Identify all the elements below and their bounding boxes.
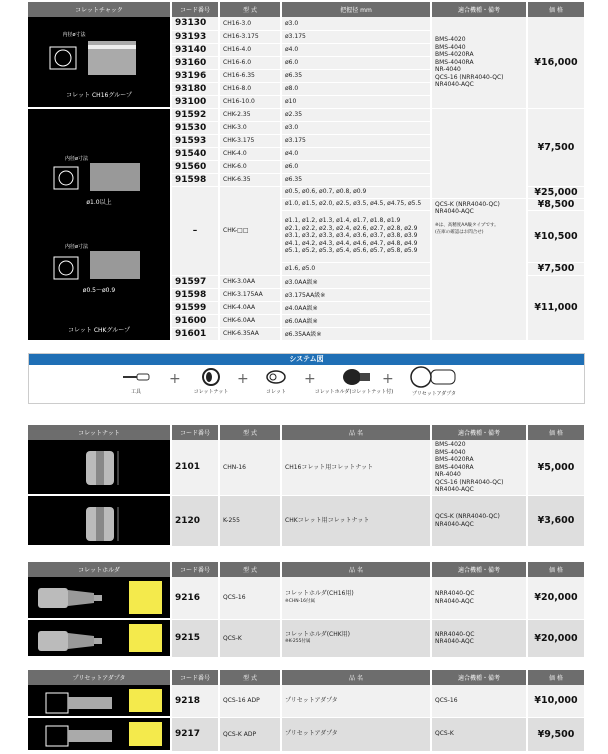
- text-line: BMS-4020RA: [435, 456, 474, 463]
- size-cell: ø6.35: [281, 173, 431, 186]
- price-cell: ¥25,000: [527, 186, 585, 198]
- size-cell: ø3.0: [281, 121, 431, 134]
- collet-nut-drawing: [68, 443, 128, 491]
- price-cell: ¥7,500: [527, 108, 585, 186]
- code-cell: 91560: [171, 160, 219, 173]
- range-label: ø1.0以上: [86, 199, 112, 206]
- text-line: BMS-4040: [435, 448, 466, 456]
- price-cell: ¥10,000: [527, 685, 585, 717]
- plus-sign: +: [382, 371, 394, 387]
- collet-nut-icon: [191, 368, 231, 386]
- col-price: 価 格: [527, 425, 585, 440]
- product-image: [28, 717, 171, 751]
- text-line: QCS-K (NRR4040-QC): [435, 200, 500, 208]
- size-cell: [281, 210, 431, 262]
- price-cell: ¥7,500: [527, 262, 585, 275]
- model-cell: CHK-4.0: [219, 147, 281, 160]
- price-cell: ¥11,000: [527, 275, 585, 340]
- col-price: 価 格: [527, 670, 585, 685]
- system-item-preset-adapter: [399, 366, 469, 397]
- text-line: QCS-K (NRR4040-QC): [435, 513, 500, 520]
- range-label: ø0.5～ø0.9: [82, 287, 116, 294]
- product-note: ※CHN-16付属: [285, 598, 316, 604]
- product-image: [28, 495, 171, 546]
- name-cell: [281, 685, 431, 717]
- code-cell: 93196: [171, 69, 219, 82]
- table-header: [28, 2, 585, 17]
- code-cell: 2101: [171, 440, 219, 495]
- size-cell: ø4.0: [281, 43, 431, 56]
- model-cell: QCS-16: [219, 577, 281, 619]
- model-cell: QCS-16 ADP: [219, 685, 281, 717]
- text-line: NR4040-AQC: [435, 520, 474, 528]
- price-cell: ¥16,000: [527, 17, 585, 108]
- product-image: [28, 619, 171, 657]
- text-line: BMS-4020: [435, 36, 466, 43]
- machines-cell: [431, 17, 527, 108]
- text-line: NR4040-AQC: [435, 81, 474, 88]
- table-header: [28, 670, 585, 685]
- code-cell: 91592: [171, 108, 219, 121]
- dim-label: 内径ø寸法: [62, 32, 86, 38]
- name-cell: [281, 717, 431, 751]
- system-item-collet-nut: [191, 368, 231, 395]
- price-cell: ¥5,000: [527, 440, 585, 495]
- plus-sign: +: [304, 371, 316, 387]
- collet-table: [28, 2, 586, 341]
- label-box: [129, 689, 162, 712]
- product-name: プリセットアダプタ: [285, 697, 338, 704]
- model-cell: CH16-4.0: [219, 43, 281, 56]
- system-item-label: コレットホルダ(コレットナット付): [314, 389, 394, 395]
- text-line: NRR4040-QC: [435, 630, 475, 638]
- size-cell: [281, 262, 431, 275]
- model-cell: CH16-8.0: [219, 82, 281, 95]
- model-cell: CHK-6.35AA: [219, 327, 281, 340]
- code-cell: 91530: [171, 121, 219, 134]
- note: [435, 222, 523, 237]
- price-cell: ¥9,500: [527, 717, 585, 751]
- text-line: NR4040-AQC: [435, 486, 474, 493]
- text-line: ø0.5, ø0.6, ø0.7, ø0.8, ø0.9: [285, 188, 367, 196]
- code-cell: 91593: [171, 134, 219, 147]
- col-code: コード番号: [171, 425, 219, 440]
- model-cell: CH16-6.35: [219, 69, 281, 82]
- text-line: (在庫の確認はお問合せ): [435, 230, 484, 235]
- code-cell: 9215: [171, 619, 219, 657]
- model-cell: CHK-3.175: [219, 134, 281, 147]
- size-cell: ø3.175: [281, 30, 431, 43]
- dim-label: 内径ø寸法: [64, 156, 89, 162]
- code-cell: 2120: [171, 495, 219, 546]
- text-line: ø1.1, ø1.2, ø1.3, ø1.4, ø1.7, ø1.8, ø1.9: [285, 217, 401, 225]
- product-name: コレットホルダ(CHK用): [285, 630, 351, 638]
- size-cell: ø6.35: [281, 69, 431, 82]
- machines-cell: [431, 495, 527, 546]
- machines-cell: [431, 440, 527, 495]
- system-item-label: 工具: [130, 389, 141, 395]
- model-cell: CH16-10.0: [219, 95, 281, 108]
- code-cell: 91598: [171, 288, 219, 301]
- code-cell: 91597: [171, 275, 219, 288]
- text-line: ø4.1, ø4.2, ø4.3, ø4.4, ø4.6, ø4.7, ø4.8, ø4.9: [285, 239, 418, 247]
- code-cell: 93180: [171, 82, 219, 95]
- text-line: BMS-4040RA: [435, 463, 474, 471]
- col-image: プリセットアダプタ: [28, 670, 171, 685]
- code-cell: 91599: [171, 301, 219, 314]
- col-size: 把握径 mm: [281, 2, 431, 17]
- text-line: NRR4040-QC: [435, 590, 475, 598]
- name-cell: [281, 495, 431, 546]
- price-cell: ¥20,000: [527, 577, 585, 619]
- text-line: BMS-4040: [435, 43, 466, 51]
- product-image: [28, 685, 171, 717]
- preset-adapter-drawing: [34, 720, 124, 750]
- code-cell: 91601: [171, 327, 219, 340]
- size-cell: ø2.35: [281, 108, 431, 121]
- model-cell: K-255: [219, 495, 281, 546]
- code-cell: 93130: [171, 17, 219, 30]
- col-image: コレットチャック: [28, 2, 171, 17]
- col-name: 品 名: [281, 562, 431, 577]
- size-cell: ø3.175AA級※: [281, 288, 431, 301]
- product-name: プリセットアダプタ: [285, 730, 338, 738]
- size-cell: ø10: [281, 95, 431, 108]
- code-cell: 91598: [171, 173, 219, 186]
- code-cell: 9218: [171, 685, 219, 717]
- price-cell: ¥3,600: [527, 495, 585, 546]
- name-cell: [281, 577, 431, 619]
- text-line: BMS-4020RA: [435, 51, 474, 58]
- machines-cell: [431, 685, 527, 717]
- text-line: NR4040-AQC: [435, 208, 474, 215]
- price-cell: ¥10,500: [527, 210, 585, 262]
- collet-nut-drawing: [68, 499, 128, 546]
- table-row: [28, 717, 585, 751]
- code-cell: 91600: [171, 314, 219, 327]
- text-line: QCS-K: [435, 730, 454, 738]
- col-name: 品 名: [281, 670, 431, 685]
- product-name: コレットホルダ(CH16用): [285, 590, 354, 598]
- code-cell: 93100: [171, 95, 219, 108]
- dim-label: 内径ø寸法: [64, 244, 89, 250]
- code-cell: 9217: [171, 717, 219, 751]
- col-machines: 適合機種・備考: [431, 2, 527, 17]
- size-cell: ø4.0: [281, 147, 431, 160]
- label-box: [129, 624, 162, 652]
- table-header: [28, 562, 585, 577]
- group-caption: コレット CH16グループ: [66, 92, 132, 99]
- model-cell: CHK-3.0: [219, 121, 281, 134]
- table-row: [28, 619, 585, 657]
- col-machines: 適合機種・備考: [431, 670, 527, 685]
- preset-adapter-table: [28, 670, 586, 752]
- collet-icon: [261, 368, 291, 386]
- system-diagram: [28, 353, 585, 404]
- col-image: コレットナット: [28, 425, 171, 440]
- col-price: 価 格: [527, 562, 585, 577]
- table-row: [28, 440, 585, 495]
- product-image: [28, 440, 171, 495]
- name-cell: [281, 619, 431, 657]
- collet-holder-drawing: [34, 580, 124, 614]
- text-line: NR-4040: [435, 66, 461, 73]
- text-line: NR-4040: [435, 471, 461, 478]
- col-model: 型 式: [219, 670, 281, 685]
- text-line: QCS-16 (NRR4040-QC): [435, 73, 504, 81]
- machines-cell: [431, 717, 527, 751]
- label-box: [129, 581, 162, 614]
- collet-ch16-drawing: [44, 31, 154, 81]
- system-item-label: コレットナット: [193, 389, 229, 395]
- col-code: コード番号: [171, 670, 219, 685]
- model-cell: CHK-2.35: [219, 108, 281, 121]
- model-cell: CHK-3.0AA: [219, 275, 281, 288]
- size-cell: ø6.0: [281, 160, 431, 173]
- col-machines: 適合機種・備考: [431, 562, 527, 577]
- product-name: CHKコレット用コレットナット: [285, 516, 370, 524]
- text-line: BMS-4040RA: [435, 58, 474, 66]
- table-row: [28, 577, 585, 619]
- price-cell: ¥20,000: [527, 619, 585, 657]
- chk-image: [28, 108, 171, 340]
- size-cell: ø8.0: [281, 82, 431, 95]
- model-cell: CHK-3.175AA: [219, 288, 281, 301]
- model-cell: CHK-□□: [219, 186, 281, 275]
- col-image: コレットホルダ: [28, 562, 171, 577]
- tool-icon: [121, 368, 151, 386]
- machines-cell: [431, 198, 527, 340]
- code-cell: 93140: [171, 43, 219, 56]
- model-cell: CHK-6.0: [219, 160, 281, 173]
- system-item-tool: [121, 368, 151, 395]
- table-row: [28, 108, 585, 121]
- collet-holder-table: [28, 562, 586, 658]
- model-cell: CHK-6.35: [219, 173, 281, 186]
- machines-cell: [431, 108, 527, 198]
- text-line: ø5.1, ø5.2, ø5.3, ø5.4, ø5.6, ø5.7, ø5.8, ø5.9: [285, 247, 418, 255]
- size-cell: ø3.0AA級※: [281, 275, 431, 288]
- text-line: ø2.1, ø2.2, ø2.3, ø2.4, ø2.6, ø2.7, ø2.8, ø2.9: [285, 224, 418, 232]
- col-code: コード番号: [171, 562, 219, 577]
- model-cell: QCS-K ADP: [219, 717, 281, 751]
- product-image: [28, 577, 171, 619]
- system-item-label: プリセットアダプタ: [412, 391, 456, 397]
- text-line: BMS-4020: [435, 441, 466, 448]
- col-price: 価 格: [527, 2, 585, 17]
- code-cell: –: [171, 186, 219, 275]
- name-cell: [281, 440, 431, 495]
- text-line: NR4040-AQC: [435, 597, 474, 605]
- col-machines: 適合機種・備考: [431, 425, 527, 440]
- col-code: コード番号: [171, 2, 219, 17]
- collet-nut-table: [28, 425, 586, 547]
- size-cell: [281, 198, 431, 210]
- model-cell: CHN-16: [219, 440, 281, 495]
- code-cell: 9216: [171, 577, 219, 619]
- label-box: [129, 722, 162, 746]
- model-cell: CH16-3.0: [219, 17, 281, 30]
- text-line: NR4040-AQC: [435, 638, 474, 645]
- text-line: ※は、高精度AA級タイプです。: [435, 222, 499, 228]
- col-name: 品 名: [281, 425, 431, 440]
- text-line: QCS-16 (NRR4040-QC): [435, 478, 504, 486]
- machines-cell: [431, 619, 527, 657]
- product-note: ※K-255付属: [285, 639, 311, 644]
- plus-sign: +: [237, 371, 249, 387]
- machines-cell: [431, 577, 527, 619]
- system-item-label: コレット: [266, 389, 286, 395]
- system-item-collet: [261, 368, 291, 395]
- preset-adapter-icon: [399, 366, 469, 388]
- plus-sign: +: [169, 371, 181, 387]
- group-caption: コレット CHKグループ: [67, 326, 130, 334]
- size-cell: ø3.0: [281, 17, 431, 30]
- product-name: CH16コレット用コレットナット: [285, 463, 374, 471]
- text-line: ø1.0, ø1.5, ø2.0, ø2.5, ø3.5, ø4.5, ø4.75, ø5.5: [285, 200, 422, 208]
- model-cell: QCS-K: [219, 619, 281, 657]
- size-cell: ø4.0AA級※: [281, 301, 431, 314]
- col-model: 型 式: [219, 562, 281, 577]
- size-cell: [281, 186, 431, 198]
- model-cell: CH16-6.0: [219, 56, 281, 69]
- model-cell: CH16-3.175: [219, 30, 281, 43]
- size-cell: ø3.175: [281, 134, 431, 147]
- code-cell: 93160: [171, 56, 219, 69]
- size-cell: ø6.0AA級※: [281, 314, 431, 327]
- system-title: システム図: [29, 354, 584, 365]
- collet-holder-drawing: [34, 623, 124, 657]
- ch16-image: [28, 17, 171, 108]
- price-cell: ¥8,500: [527, 198, 585, 210]
- col-model: 型 式: [219, 425, 281, 440]
- text-line: QCS-16: [435, 697, 458, 704]
- code-cell: 91540: [171, 147, 219, 160]
- table-row: [28, 685, 585, 717]
- col-model: 型 式: [219, 2, 281, 17]
- size-cell: ø6.0: [281, 56, 431, 69]
- table-row: [28, 495, 585, 546]
- table-header: [28, 425, 585, 440]
- model-cell: CHK-6.0AA: [219, 314, 281, 327]
- text-line: ø3.1, ø3.2, ø3.3, ø3.4, ø3.6, ø3.7, ø3.8, ø3.9: [285, 232, 418, 240]
- text-line: ø1.6, ø5.0: [285, 264, 316, 272]
- model-cell: CHK-4.0AA: [219, 301, 281, 314]
- preset-adapter-drawing: [34, 687, 124, 717]
- table-row: [28, 17, 585, 30]
- code-cell: 93193: [171, 30, 219, 43]
- size-cell: ø6.35AA級※: [281, 327, 431, 340]
